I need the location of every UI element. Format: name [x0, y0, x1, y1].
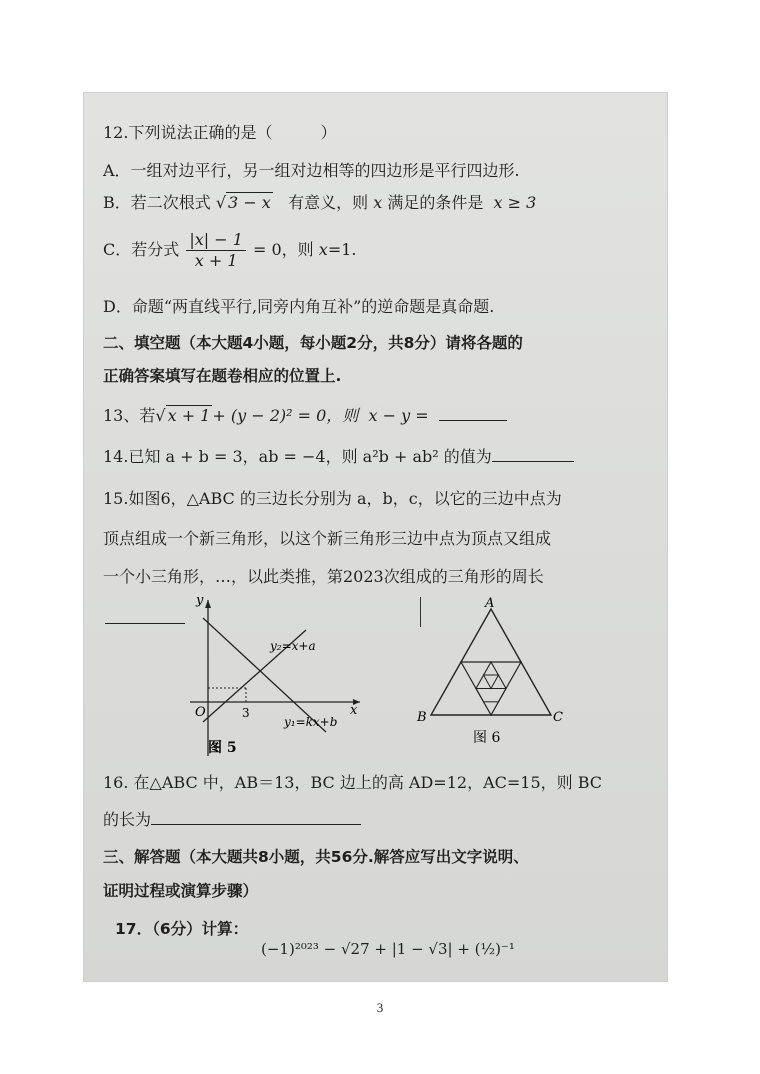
- fig5-y-axis-label: y: [196, 593, 204, 608]
- q12-option-a: A．一组对边平行，另一组对边相等的四边形是平行四边形.: [103, 161, 520, 180]
- q15-line3: 一个小三角形，…，以此类推，第2023次组成的三角形的周长: [103, 567, 544, 586]
- section2-heading-line1: 二、填空题（本大题4小题，每小题2分，共8分）请将各题的: [103, 334, 523, 352]
- q15-line1: 15.如图6，△ABC 的三边长分别为 a，b，c，以它的三边中点为: [103, 489, 562, 508]
- q12-option-d: D．命题“两直线平行,同旁内角互补”的逆命题是真命题.: [103, 297, 495, 316]
- q16-line1: 16. 在△ABC 中，AB＝13，BC 边上的高 AD=12，AC=15，则 BC: [103, 773, 603, 792]
- fig6-vertex-c: C: [553, 710, 563, 725]
- q15-line2: 顶点组成一个新三角形，以这个新三角形三边中点为顶点又组成: [103, 529, 552, 548]
- q15-answer-blank[interactable]: [105, 623, 185, 624]
- scanned-exam-page: [83, 92, 668, 982]
- q13: 13、若√ x + 1 + (y − 2)² = 0，则 x − y =: [103, 404, 507, 427]
- figure-6: [411, 595, 571, 745]
- fig5-origin-label: O: [195, 705, 206, 720]
- q13-answer-blank[interactable]: [439, 404, 507, 421]
- fig5-y1-label: y₁=kx+b: [284, 715, 338, 729]
- q16-line2: 的长为: [103, 808, 361, 831]
- fig6-vertex-a: A: [485, 596, 495, 611]
- q12-c-fraction: $\frac{|x| - 1}{x + 1}$: [186, 230, 246, 271]
- fig6-caption: 图 6: [473, 730, 501, 745]
- figure-5: [178, 590, 368, 760]
- fig6-vertex-b: B: [417, 710, 427, 725]
- section2-heading-line2: 正确答案填写在题卷相应的位置上.: [103, 367, 342, 385]
- fig5-y2-label: y₂=x+a: [270, 639, 316, 653]
- q17-label: 17．（6分）计算：: [115, 920, 249, 938]
- q16-answer-blank[interactable]: [151, 808, 361, 825]
- section3-heading-line1: 三、解答题（本大题共8小题，共56分.解答应写出文字说明、: [103, 848, 529, 866]
- page-number: 3: [376, 1000, 384, 1015]
- q14-answer-blank[interactable]: [492, 445, 574, 462]
- q12-option-c: C．若分式 $\frac{|x| - 1}{x + 1}$ = 0，则 x=1.: [103, 230, 357, 270]
- q14: 14.已知 a + b = 3，ab = −4，则 a²b + ab² 的值为: [103, 445, 574, 468]
- section3-heading-line2: 证明过程或演算步骤）: [103, 882, 259, 900]
- q12-stem: 12.下列说法正确的是（ ）: [103, 123, 337, 142]
- q12-option-b: B．若二次根式 √ 3 − x 有意义，则 x 满足的条件是 x ≥ 3: [103, 193, 537, 212]
- fig5-caption: 图 5: [208, 740, 237, 756]
- q17-expression: (−1)²⁰²³ − √27 + |1 − √3| + (½)⁻¹: [261, 940, 515, 958]
- fig5-x-axis-label: x: [350, 703, 358, 718]
- fig5-tick-3: 3: [242, 706, 250, 720]
